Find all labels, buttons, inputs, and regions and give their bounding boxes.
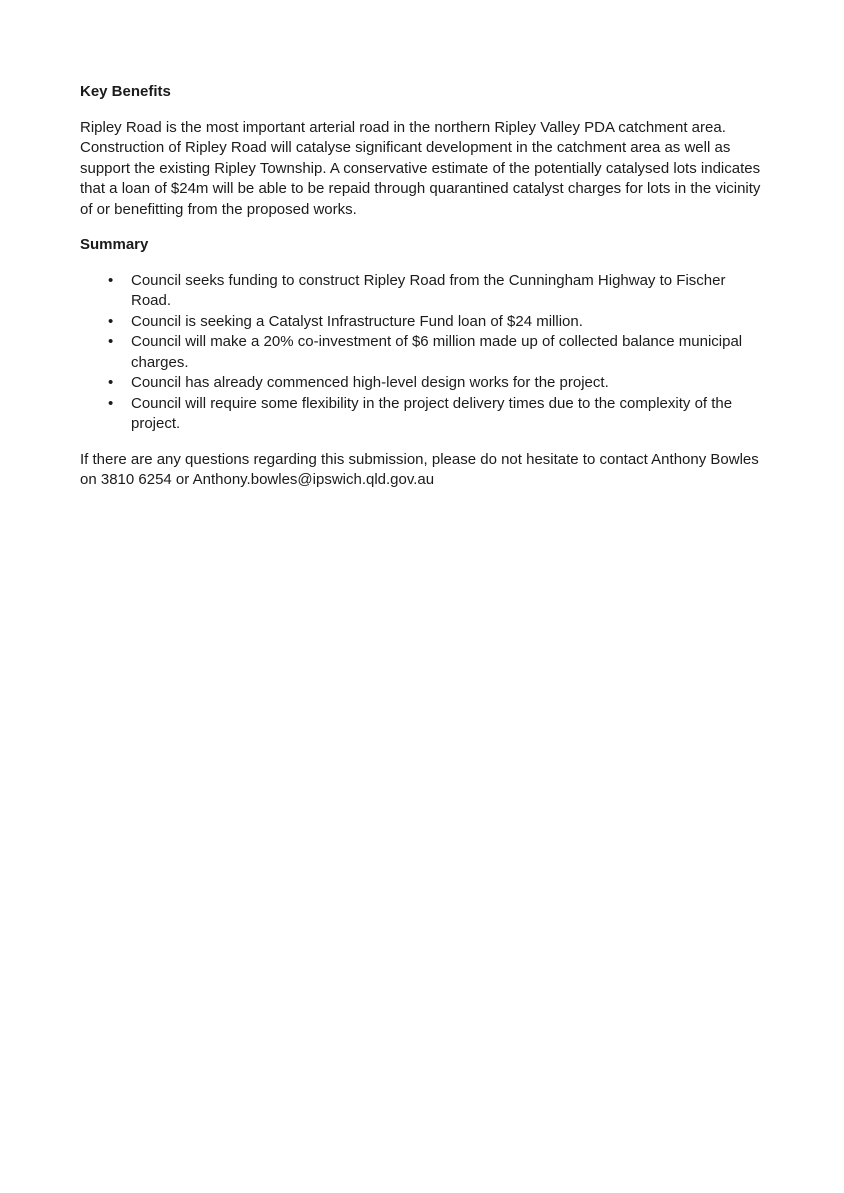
summary-bullet-item: • Council is seeking a Catalyst Infrastructure Fund loan of $24 million. [131,312,766,333]
contact-email: Anthony.bowles@ipswich.qld.gov.au [192,471,435,488]
key-benefits-heading: Key Benefits [80,83,171,100]
closing-text: If there are any questions regarding this submission, please do not hesitate to contact Anthony Bowles on [80,450,759,488]
document-content [0,0,844,491]
summary-heading: Summary [80,236,149,253]
summary-bullet-item: • Council seeks funding to construct Ripley Road from the Cunningham Highway to Fischer Road. [131,271,766,312]
key-benefits-paragraph: Ripley Road is the most important arterial road in the northern Ripley Valley PDA catchment area. Construction of Ripley Road will catalyse significant development in the catchment area as well as support the existing Ripley Township. A conservative estimate of the potentially catalysed lots indicates that a loan of $24m will be able to be repaid through quarantined catalyst charges for lots in the vicinity of or benefitting from the proposed works. [80,118,761,218]
summary-bullet-item: • Council will require some flexibility in the project delivery times due to the complexity of the project. [131,394,766,435]
summary-bullet-list [80,271,766,435]
closing-paragraph [80,450,766,491]
contact-phone: 3810 6254 [100,471,172,488]
summary-bullet-item: • Council will make a 20% co-investment of $6 million made up of collected balance municipal charges. [131,332,766,373]
closing-text-or: or [171,471,193,488]
summary-bullet-item: • Council has already commenced high-level design works for the project. [131,373,766,394]
